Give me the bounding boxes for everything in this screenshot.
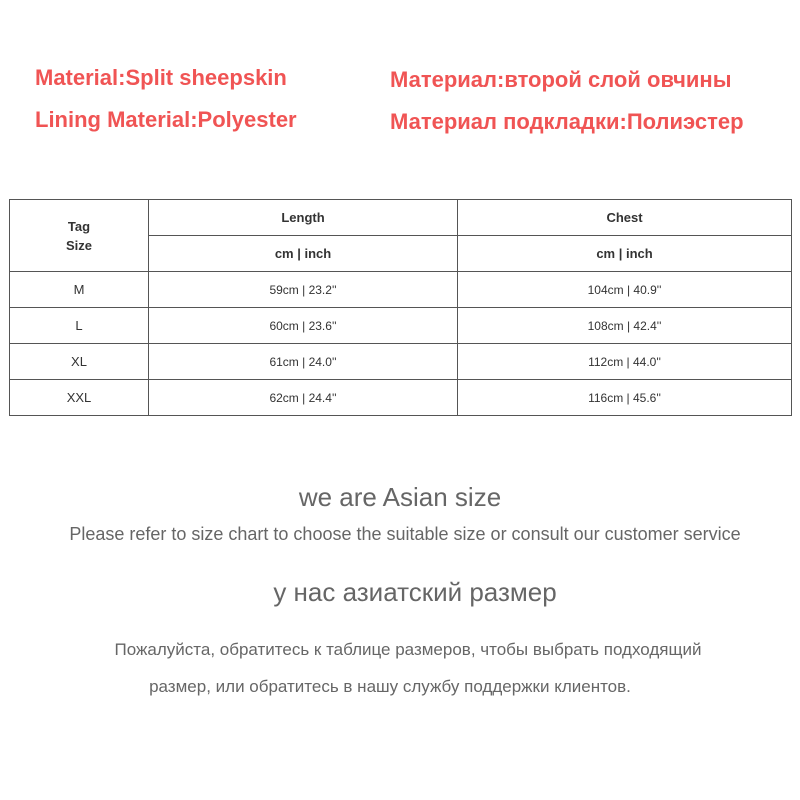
chest-unit-header: cm | inch xyxy=(458,236,792,272)
material-label-en: Material:Split sheepskin xyxy=(35,65,287,90)
table-header-row xyxy=(10,200,792,236)
table-row xyxy=(10,380,792,416)
size-cell: L xyxy=(10,308,149,344)
material-label-ru: Материал:второй слой овчины xyxy=(390,67,732,92)
size-cell: XXL xyxy=(10,380,149,416)
size-advice-text-ru-line1: Пожалуйста, обратитесь к таблице размеров, чтобы выбрать подходящий xyxy=(114,640,702,659)
size-cell: XL xyxy=(10,344,149,380)
tag-size-header-line1: Tag xyxy=(67,218,91,234)
chest-header: Chest xyxy=(458,200,792,236)
size-chart-table xyxy=(9,199,792,416)
asian-size-heading-en: we are Asian size xyxy=(298,482,502,512)
table-row xyxy=(10,272,792,308)
length-cell: 60cm | 23.6'' xyxy=(149,308,458,344)
tag-size-header-line2: Size xyxy=(65,237,92,253)
lining-material-label-en: Lining Material:Polyester xyxy=(35,107,297,132)
chest-cell: 112cm | 44.0'' xyxy=(458,344,792,380)
length-cell: 62cm | 24.4'' xyxy=(149,380,458,416)
length-cell: 61cm | 24.0'' xyxy=(149,344,458,380)
chest-cell: 116cm | 45.6'' xyxy=(458,380,792,416)
lining-material-label-ru: Материал подкладки:Полиэстер xyxy=(390,109,744,134)
size-advice-text-ru-line2: размер, или обратитесь в нашу службу поддержки клиентов. xyxy=(149,677,631,696)
table-row xyxy=(10,344,792,380)
asian-size-heading-ru: у нас азиатский размер xyxy=(273,577,557,607)
length-unit-header: cm | inch xyxy=(149,236,458,272)
size-advice-text-en: Please refer to size chart to choose the suitable size or consult our customer service xyxy=(69,524,741,544)
length-header: Length xyxy=(149,200,458,236)
size-cell: M xyxy=(10,272,149,308)
chest-cell: 104cm | 40.9'' xyxy=(458,272,792,308)
table-row xyxy=(10,308,792,344)
tag-size-header xyxy=(10,200,149,272)
chest-cell: 108cm | 42.4'' xyxy=(458,308,792,344)
length-cell: 59cm | 23.2'' xyxy=(149,272,458,308)
